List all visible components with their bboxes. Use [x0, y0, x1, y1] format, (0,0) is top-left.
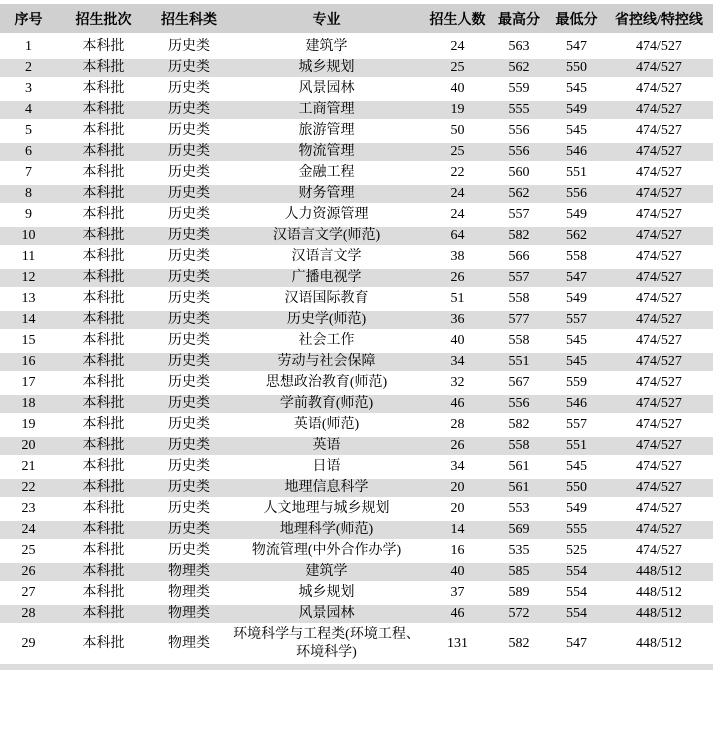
cell-batch: 本科批 — [57, 59, 150, 80]
cell-batch: 本科批 — [57, 542, 150, 563]
cell-control-line: 474/527 — [605, 458, 713, 479]
table-row — [0, 290, 713, 311]
cell-major: 日语 — [228, 458, 425, 479]
cell-major: 汉语言文学 — [228, 248, 425, 269]
cell-min-score: 549 — [548, 500, 605, 521]
cell-control-line: 474/527 — [605, 38, 713, 59]
cell-batch: 本科批 — [57, 311, 150, 332]
cell-index: 25 — [0, 542, 57, 563]
table-row — [0, 227, 713, 248]
table-row — [0, 59, 713, 80]
cell-control-line: 474/527 — [605, 479, 713, 500]
cell-max-score: 572 — [490, 605, 548, 626]
cell-index: 7 — [0, 164, 57, 185]
cell-batch: 本科批 — [57, 38, 150, 59]
cell-major: 财务管理 — [228, 185, 425, 206]
table-row — [0, 395, 713, 416]
table-row — [0, 626, 713, 664]
cell-min-score: 546 — [548, 143, 605, 164]
cell-subject-type: 历史类 — [150, 185, 228, 206]
cell-enrollment: 46 — [425, 395, 490, 416]
column-header-control-line: 省控线/特控线 — [605, 4, 713, 38]
cell-major: 环境科学与工程类(环境工程、环境科学) — [228, 626, 425, 664]
cell-enrollment: 14 — [425, 521, 490, 542]
cell-min-score: 559 — [548, 374, 605, 395]
cell-batch: 本科批 — [57, 521, 150, 542]
cell-control-line: 474/527 — [605, 542, 713, 563]
cell-subject-type: 历史类 — [150, 437, 228, 458]
cell-subject-type: 历史类 — [150, 542, 228, 563]
cell-enrollment: 50 — [425, 122, 490, 143]
table-row — [0, 269, 713, 290]
cell-max-score: 556 — [490, 395, 548, 416]
cell-index: 17 — [0, 374, 57, 395]
cell-max-score: 551 — [490, 353, 548, 374]
cell-enrollment: 36 — [425, 311, 490, 332]
cell-index: 23 — [0, 500, 57, 521]
cell-index: 4 — [0, 101, 57, 122]
cell-major: 汉语言文学(师范) — [228, 227, 425, 248]
cell-index: 9 — [0, 206, 57, 227]
cell-min-score: 547 — [548, 626, 605, 664]
cell-major: 学前教育(师范) — [228, 395, 425, 416]
cell-enrollment: 26 — [425, 437, 490, 458]
cell-control-line: 474/527 — [605, 290, 713, 311]
cell-subject-type: 物理类 — [150, 584, 228, 605]
cell-index: 11 — [0, 248, 57, 269]
cell-control-line: 474/527 — [605, 206, 713, 227]
table-row — [0, 38, 713, 59]
admission-score-table — [0, 4, 713, 664]
cell-batch: 本科批 — [57, 227, 150, 248]
column-header-min-score: 最低分 — [548, 4, 605, 38]
cell-major: 人文地理与城乡规划 — [228, 500, 425, 521]
cell-min-score: 551 — [548, 164, 605, 185]
cell-enrollment: 32 — [425, 374, 490, 395]
cell-major: 英语 — [228, 437, 425, 458]
cell-enrollment: 40 — [425, 332, 490, 353]
cell-major: 建筑学 — [228, 38, 425, 59]
cell-index: 29 — [0, 626, 57, 664]
cell-control-line: 474/527 — [605, 227, 713, 248]
cell-min-score: 545 — [548, 332, 605, 353]
cell-min-score: 549 — [548, 206, 605, 227]
cell-control-line: 448/512 — [605, 626, 713, 664]
cell-subject-type: 历史类 — [150, 374, 228, 395]
cell-max-score: 563 — [490, 38, 548, 59]
cell-max-score: 557 — [490, 206, 548, 227]
cell-min-score: 545 — [548, 80, 605, 101]
cell-control-line: 474/527 — [605, 143, 713, 164]
cell-batch: 本科批 — [57, 269, 150, 290]
table-row — [0, 80, 713, 101]
cell-max-score: 560 — [490, 164, 548, 185]
cell-control-line: 448/512 — [605, 605, 713, 626]
cell-subject-type: 历史类 — [150, 80, 228, 101]
cell-batch: 本科批 — [57, 374, 150, 395]
cell-batch: 本科批 — [57, 626, 150, 664]
cell-subject-type: 历史类 — [150, 206, 228, 227]
cell-batch: 本科批 — [57, 563, 150, 584]
cell-min-score: 547 — [548, 269, 605, 290]
cell-enrollment: 40 — [425, 563, 490, 584]
cell-index: 1 — [0, 38, 57, 59]
cell-min-score: 554 — [548, 605, 605, 626]
cell-control-line: 474/527 — [605, 164, 713, 185]
cell-index: 19 — [0, 416, 57, 437]
cell-subject-type: 历史类 — [150, 143, 228, 164]
table-row — [0, 416, 713, 437]
cell-batch: 本科批 — [57, 500, 150, 521]
cell-subject-type: 历史类 — [150, 101, 228, 122]
column-header-batch: 招生批次 — [57, 4, 150, 38]
cell-index: 2 — [0, 59, 57, 80]
column-header-subject-type: 招生科类 — [150, 4, 228, 38]
cell-control-line: 474/527 — [605, 374, 713, 395]
table-row — [0, 248, 713, 269]
cell-index: 22 — [0, 479, 57, 500]
cell-index: 3 — [0, 80, 57, 101]
cell-major: 工商管理 — [228, 101, 425, 122]
cell-enrollment: 22 — [425, 164, 490, 185]
cell-subject-type: 物理类 — [150, 605, 228, 626]
cell-batch: 本科批 — [57, 206, 150, 227]
cell-subject-type: 历史类 — [150, 269, 228, 290]
cell-control-line: 448/512 — [605, 584, 713, 605]
cell-min-score: 545 — [548, 458, 605, 479]
cell-min-score: 555 — [548, 521, 605, 542]
table-row — [0, 185, 713, 206]
cell-enrollment: 25 — [425, 59, 490, 80]
cell-max-score: 577 — [490, 311, 548, 332]
cell-min-score: 557 — [548, 311, 605, 332]
cell-control-line: 474/527 — [605, 416, 713, 437]
cell-batch: 本科批 — [57, 290, 150, 311]
cell-control-line: 474/527 — [605, 353, 713, 374]
column-header-enrollment: 招生人数 — [425, 4, 490, 38]
cell-index: 18 — [0, 395, 57, 416]
table-row — [0, 164, 713, 185]
cell-batch: 本科批 — [57, 353, 150, 374]
cell-major: 物流管理(中外合作办学) — [228, 542, 425, 563]
cell-major: 地理信息科学 — [228, 479, 425, 500]
cell-max-score: 557 — [490, 269, 548, 290]
cell-control-line: 474/527 — [605, 332, 713, 353]
cell-min-score: 550 — [548, 479, 605, 500]
cell-max-score: 558 — [490, 332, 548, 353]
table-row — [0, 437, 713, 458]
table-row — [0, 458, 713, 479]
cell-min-score: 525 — [548, 542, 605, 563]
cell-enrollment: 28 — [425, 416, 490, 437]
cell-index: 8 — [0, 185, 57, 206]
cell-subject-type: 历史类 — [150, 227, 228, 248]
cell-enrollment: 64 — [425, 227, 490, 248]
cell-enrollment: 26 — [425, 269, 490, 290]
cell-control-line: 474/527 — [605, 80, 713, 101]
cell-major: 汉语国际教育 — [228, 290, 425, 311]
cell-max-score: 561 — [490, 479, 548, 500]
cell-control-line: 474/527 — [605, 500, 713, 521]
table-row — [0, 332, 713, 353]
cell-subject-type: 历史类 — [150, 248, 228, 269]
table-row — [0, 563, 713, 584]
cell-subject-type: 历史类 — [150, 164, 228, 185]
cell-min-score: 557 — [548, 416, 605, 437]
header-row — [0, 4, 713, 38]
cell-max-score: 553 — [490, 500, 548, 521]
cell-index: 6 — [0, 143, 57, 164]
cell-major: 金融工程 — [228, 164, 425, 185]
table-row — [0, 584, 713, 605]
cell-batch: 本科批 — [57, 584, 150, 605]
table-row — [0, 521, 713, 542]
cell-enrollment: 46 — [425, 605, 490, 626]
cell-max-score: 589 — [490, 584, 548, 605]
cell-control-line: 474/527 — [605, 101, 713, 122]
cell-max-score: 556 — [490, 122, 548, 143]
table-row — [0, 101, 713, 122]
cell-max-score: 559 — [490, 80, 548, 101]
table-row — [0, 311, 713, 332]
cell-enrollment: 131 — [425, 626, 490, 664]
cell-index: 28 — [0, 605, 57, 626]
cell-major: 广播电视学 — [228, 269, 425, 290]
cell-min-score: 545 — [548, 353, 605, 374]
cell-index: 24 — [0, 521, 57, 542]
cell-max-score: 556 — [490, 143, 548, 164]
cell-subject-type: 物理类 — [150, 563, 228, 584]
cell-index: 15 — [0, 332, 57, 353]
table-row — [0, 605, 713, 626]
cell-min-score: 547 — [548, 38, 605, 59]
cell-min-score: 554 — [548, 584, 605, 605]
table-row — [0, 206, 713, 227]
column-header-index: 序号 — [0, 4, 57, 38]
cell-batch: 本科批 — [57, 605, 150, 626]
cell-max-score: 535 — [490, 542, 548, 563]
cell-max-score: 561 — [490, 458, 548, 479]
cell-control-line: 474/527 — [605, 395, 713, 416]
table-body — [0, 38, 713, 664]
cell-major: 社会工作 — [228, 332, 425, 353]
cell-batch: 本科批 — [57, 332, 150, 353]
cell-index: 12 — [0, 269, 57, 290]
table-row — [0, 500, 713, 521]
cell-index: 20 — [0, 437, 57, 458]
cell-major: 风景园林 — [228, 605, 425, 626]
cell-control-line: 474/527 — [605, 122, 713, 143]
cell-subject-type: 历史类 — [150, 353, 228, 374]
cell-major: 城乡规划 — [228, 59, 425, 80]
cell-enrollment: 51 — [425, 290, 490, 311]
cell-control-line: 474/527 — [605, 269, 713, 290]
cell-index: 26 — [0, 563, 57, 584]
cell-enrollment: 19 — [425, 101, 490, 122]
table-row — [0, 353, 713, 374]
cell-enrollment: 20 — [425, 500, 490, 521]
cell-control-line: 474/527 — [605, 59, 713, 80]
cell-max-score: 566 — [490, 248, 548, 269]
cell-subject-type: 历史类 — [150, 311, 228, 332]
cell-major: 物流管理 — [228, 143, 425, 164]
cell-subject-type: 物理类 — [150, 626, 228, 664]
cell-batch: 本科批 — [57, 185, 150, 206]
cell-enrollment: 25 — [425, 143, 490, 164]
cell-max-score: 562 — [490, 185, 548, 206]
cell-max-score: 558 — [490, 290, 548, 311]
cell-min-score: 549 — [548, 101, 605, 122]
cell-enrollment: 40 — [425, 80, 490, 101]
table-header — [0, 4, 713, 38]
cell-major: 建筑学 — [228, 563, 425, 584]
cell-batch: 本科批 — [57, 143, 150, 164]
cell-enrollment: 20 — [425, 479, 490, 500]
cell-control-line: 474/527 — [605, 185, 713, 206]
cell-max-score: 558 — [490, 437, 548, 458]
cell-control-line: 474/527 — [605, 521, 713, 542]
table-row — [0, 122, 713, 143]
cell-max-score: 582 — [490, 626, 548, 664]
table-row — [0, 542, 713, 563]
cell-min-score: 558 — [548, 248, 605, 269]
cell-max-score: 582 — [490, 227, 548, 248]
cell-enrollment: 34 — [425, 458, 490, 479]
cell-batch: 本科批 — [57, 416, 150, 437]
cell-enrollment: 24 — [425, 206, 490, 227]
cell-batch: 本科批 — [57, 164, 150, 185]
cell-min-score: 550 — [548, 59, 605, 80]
column-header-major: 专业 — [228, 4, 425, 38]
cell-subject-type: 历史类 — [150, 332, 228, 353]
cell-index: 13 — [0, 290, 57, 311]
cell-enrollment: 16 — [425, 542, 490, 563]
cell-min-score: 549 — [548, 290, 605, 311]
cell-subject-type: 历史类 — [150, 500, 228, 521]
cell-major: 英语(师范) — [228, 416, 425, 437]
cell-min-score: 546 — [548, 395, 605, 416]
cell-subject-type: 历史类 — [150, 395, 228, 416]
cell-min-score: 556 — [548, 185, 605, 206]
cell-major: 风景园林 — [228, 80, 425, 101]
cell-index: 27 — [0, 584, 57, 605]
cell-subject-type: 历史类 — [150, 458, 228, 479]
cell-min-score: 554 — [548, 563, 605, 584]
cell-major: 旅游管理 — [228, 122, 425, 143]
cell-batch: 本科批 — [57, 437, 150, 458]
cell-control-line: 474/527 — [605, 248, 713, 269]
cell-major: 地理科学(师范) — [228, 521, 425, 542]
cell-control-line: 474/527 — [605, 437, 713, 458]
cell-max-score: 569 — [490, 521, 548, 542]
cell-batch: 本科批 — [57, 101, 150, 122]
cell-batch: 本科批 — [57, 122, 150, 143]
cell-subject-type: 历史类 — [150, 416, 228, 437]
cell-subject-type: 历史类 — [150, 521, 228, 542]
cell-max-score: 555 — [490, 101, 548, 122]
table-row — [0, 374, 713, 395]
cell-index: 10 — [0, 227, 57, 248]
cell-min-score: 551 — [548, 437, 605, 458]
column-header-max-score: 最高分 — [490, 4, 548, 38]
cell-major: 人力资源管理 — [228, 206, 425, 227]
cell-index: 21 — [0, 458, 57, 479]
cell-batch: 本科批 — [57, 479, 150, 500]
cell-control-line: 448/512 — [605, 563, 713, 584]
cell-min-score: 545 — [548, 122, 605, 143]
cell-max-score: 562 — [490, 59, 548, 80]
cell-max-score: 585 — [490, 563, 548, 584]
cell-subject-type: 历史类 — [150, 290, 228, 311]
table-row — [0, 143, 713, 164]
cell-major: 城乡规划 — [228, 584, 425, 605]
cell-max-score: 582 — [490, 416, 548, 437]
cell-subject-type: 历史类 — [150, 122, 228, 143]
cell-enrollment: 24 — [425, 38, 490, 59]
cell-enrollment: 34 — [425, 353, 490, 374]
table-row — [0, 479, 713, 500]
cell-enrollment: 37 — [425, 584, 490, 605]
partial-next-row — [0, 664, 713, 670]
cell-control-line: 474/527 — [605, 311, 713, 332]
cell-index: 5 — [0, 122, 57, 143]
cell-major: 历史学(师范) — [228, 311, 425, 332]
cell-min-score: 562 — [548, 227, 605, 248]
cell-index: 16 — [0, 353, 57, 374]
cell-subject-type: 历史类 — [150, 59, 228, 80]
cell-index: 14 — [0, 311, 57, 332]
cell-enrollment: 38 — [425, 248, 490, 269]
cell-enrollment: 24 — [425, 185, 490, 206]
cell-subject-type: 历史类 — [150, 38, 228, 59]
cell-batch: 本科批 — [57, 248, 150, 269]
cell-major: 劳动与社会保障 — [228, 353, 425, 374]
cell-max-score: 567 — [490, 374, 548, 395]
cell-batch: 本科批 — [57, 395, 150, 416]
cell-subject-type: 历史类 — [150, 479, 228, 500]
cell-batch: 本科批 — [57, 80, 150, 101]
cell-major: 思想政治教育(师范) — [228, 374, 425, 395]
cell-batch: 本科批 — [57, 458, 150, 479]
